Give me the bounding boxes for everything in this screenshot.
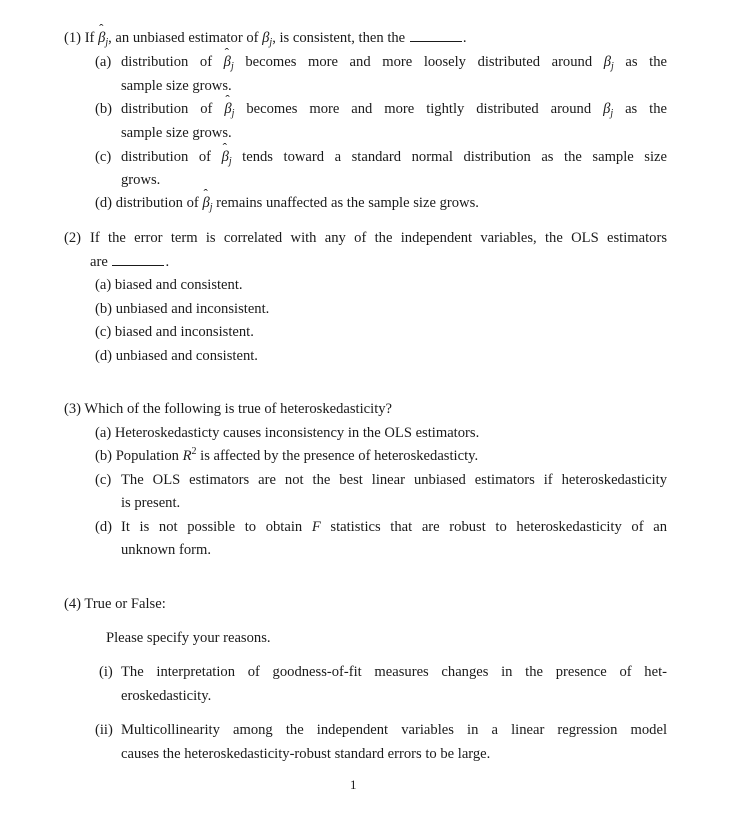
q1-option-a-cont: sample size grows. — [121, 78, 232, 94]
q4-item-i: The interpretation of goodness-of-fit measures changes in the presence of het- — [121, 664, 667, 680]
q2-option-c: (c) biased and inconsistent. — [95, 324, 254, 340]
q1-option-c-cont: grows. — [121, 172, 161, 188]
q3-option-c: The OLS estimators are not the best linear unbiased estimators if heteroskedasticity — [121, 472, 667, 488]
q1-option-c-label: (c) — [95, 149, 112, 165]
q1-answer-blank — [410, 29, 462, 42]
q3-option-c-cont: is present. — [121, 495, 181, 511]
q1-option-a: distribution of ˆ $\beta_j$ becomes more and more loosely distributed around $\beta_j$ as the — [121, 53, 667, 71]
q1-option-b-cont: sample size grows. — [121, 125, 232, 141]
q2-stem-line2: are . — [90, 254, 170, 270]
q4-item-i-label: (i) — [99, 664, 113, 680]
beta-hat-symbol: ˆ β — [98, 29, 105, 47]
q3-option-a: (a) Heteroskedasticty causes inconsistency in the OLS estimators. — [95, 425, 480, 441]
q1-option-c: distribution of ˆ $\beta_j$ tends toward a standard normal distribution as the sample size — [121, 148, 667, 166]
q3-option-d: It is not possible to obtain F statistics that are robust to heteroskedasticity of an — [121, 519, 667, 535]
q2-answer-blank — [112, 253, 164, 266]
q3-option-d-cont: unknown form. — [121, 542, 211, 558]
q3-option-c-label: (c) — [95, 472, 112, 488]
q4-item-ii-cont: causes the heteroskedasticity-robust standard errors to be large. — [121, 746, 491, 762]
q1-option-a-label: (a) — [95, 54, 112, 70]
q4-instruction: Please specify your reasons. — [106, 630, 271, 646]
q4-item-i-cont: eroskedasticity. — [121, 688, 212, 704]
page-number: 1 — [350, 777, 357, 792]
q2-stem-line1: If the error term is correlated with any of the independent variables, the OLS estimators — [90, 230, 667, 246]
q2-option-d: (d) unbiased and consistent. — [95, 348, 258, 364]
q4-item-ii-label: (ii) — [95, 722, 113, 738]
q2-option-b: (b) unbiased and inconsistent. — [95, 301, 270, 317]
q2-option-a: (a) biased and consistent. — [95, 277, 243, 293]
q2-number: (2) — [64, 230, 82, 246]
q4-stem: (4) True or False: — [64, 596, 166, 612]
q1-option-b-label: (b) — [95, 101, 113, 117]
q3-option-d-label: (d) — [95, 519, 113, 535]
q1-option-b: distribution of ˆ $\beta_j$ becomes more and more tightly distributed around $\beta_j$ as the — [121, 100, 667, 118]
q1-stem: (1) If ˆ $\beta_j$, an unbiased estimator of $\beta_j$, is consistent, then the . — [64, 29, 466, 47]
q1-number: (1) — [64, 30, 82, 46]
q3-stem: (3) Which of the following is true of heteroskedasticity? — [64, 401, 393, 417]
q3-option-b: (b) Population $R^2$ is affected by the presence of heteroskedasticty. — [95, 446, 479, 464]
q1-option-d: (d) distribution of ˆ $\beta_j$ remains unaffected as the sample size grows. — [95, 194, 479, 212]
q4-item-ii: Multicollinearity among the independent variables in a linear regression model — [121, 722, 667, 738]
